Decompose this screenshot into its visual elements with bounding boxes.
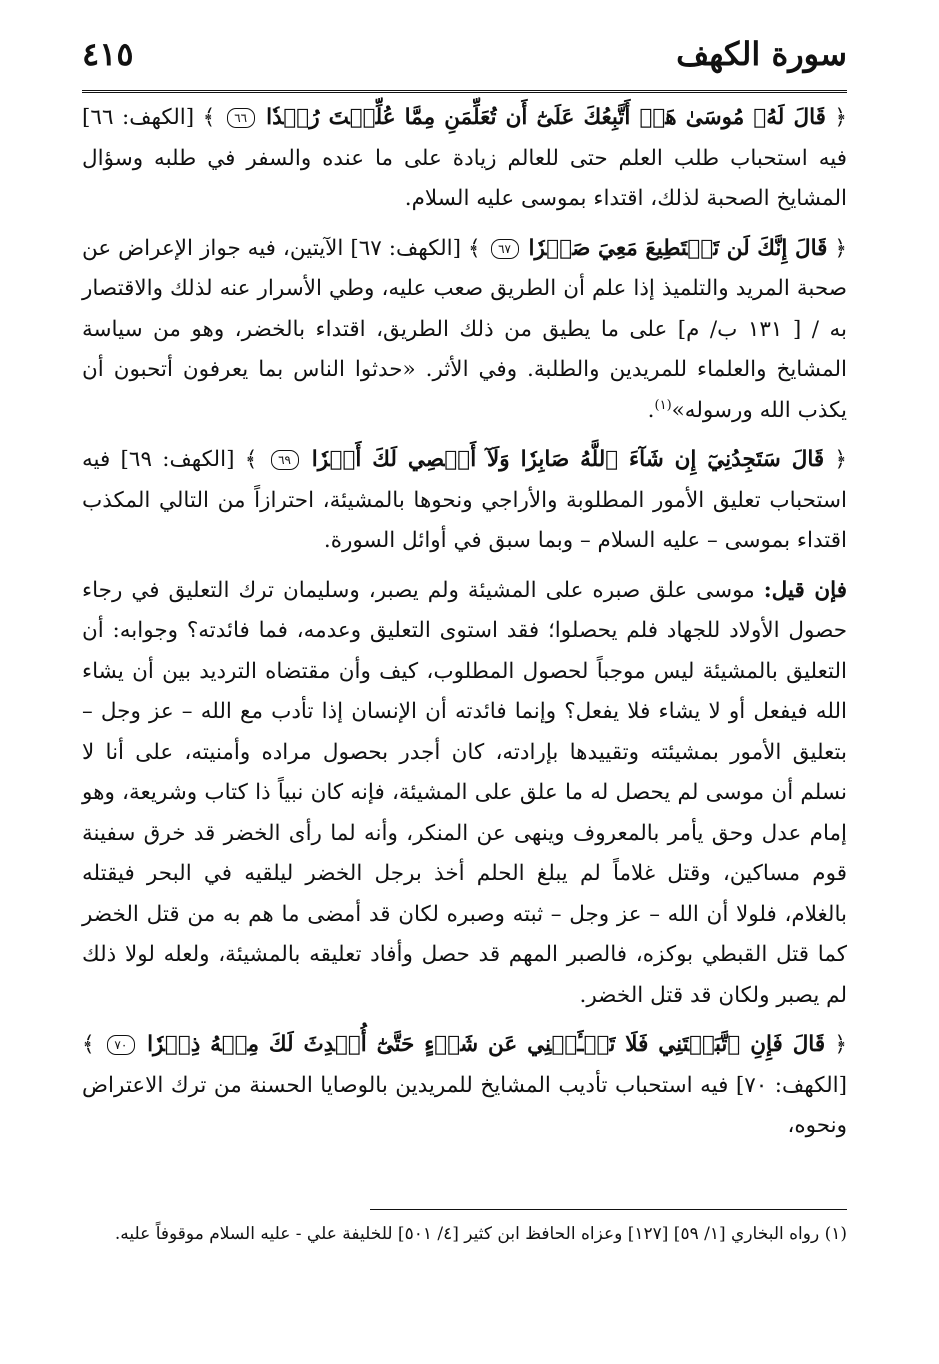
paragraph-ayah-66 (82, 98, 847, 220)
ayah-text: قَالَ إِنَّكَ لَن تَسۡتَطِيعَ مَعِيَ صَبۡرٗا (528, 235, 828, 261)
header-divider (82, 90, 847, 93)
paragraph-question (82, 571, 847, 1017)
ayah-close-bracket: ﴾ (202, 105, 216, 130)
ayah-number-marker: ٦٧ (491, 239, 519, 259)
paragraph-ayah-67 (82, 229, 847, 432)
ayah-close-bracket: ﴾ (244, 447, 258, 472)
footnote-divider (370, 1209, 847, 1210)
ayah-open-bracket: ﴿ (834, 447, 847, 472)
ayah-text: قَالَ فَإِنِ ٱتَّبَعۡتَنِي فَلَا تَسۡـَٔلۡنِي عَن شَيۡءٍ حَتَّىٰٓ أُحۡدِثَ لَكَ مِنۡهُ ذِكۡرٗا (147, 1032, 826, 1057)
ayah-text: قَالَ لَهُۥ مُوسَىٰ هَلۡ أَتَّبِعُكَ عَلَىٰٓ أَن تُعَلِّمَنِ مِمَّا عُلِّمۡتَ رُشۡدٗا (266, 105, 826, 130)
surah-title: سورة الكهف (676, 35, 847, 73)
commentary-text: [الكهف: ٦٩] فيه استحباب تعليق الأمور المطلوبة والأراجي ونحوها بالمشيئة، احترازاً من التالي المكذب اقتداء بموسى – عليه السلام – وبما سبق في أوائل السورة. (82, 447, 847, 553)
ayah-text: قَالَ سَتَجِدُنِيٓ إِن شَآءَ ٱللَّهُ صَابِرٗا وَلَآ أَعۡصِي لَكَ أَمۡرٗا (311, 447, 825, 472)
ayah-open-bracket: ﴿ (834, 105, 847, 130)
commentary-text-end: . (647, 397, 655, 423)
paragraph-ayah-70 (82, 1025, 847, 1147)
page-header (82, 28, 847, 90)
page-body (82, 98, 847, 1156)
question-lead: فإن قيل: (763, 577, 847, 603)
ayah-number-marker: ٦٦ (227, 108, 255, 128)
footnote-reference[interactable]: (١) (654, 397, 672, 413)
commentary-text: موسى علق صبره على المشيئة ولم يصبر، وسليمان ترك التعليق في رجاء حصول الأولاد للجهاد فلم يحصلوا؛ فقد استوى التعليق وعدمه، فما فائدته؟ وجوابه: أن التعليق بالمشيئة ليس موجباً لحصول المطلوب، كيف وأن مقتضاه الترديد بين أن يشاء الله فيفعل أو لا يشاء فلا يفعل؟ وإنما فائدته أن الإنسان إذا تأدب مع الله – عز وجل – بتعليق الأمور بمشيئته وتقييدها بإرادته، كان أجدر بحصول مراده وأمنيته، على أنا لا نسلم أن موسى لم يحصل له ما علق على المشيئة، فإنه كان نبياً ذا كتاب وشريعة، وهو إمام عدل وحق يأمر بالمعروف وينهى عن المنكر، وأنه لما رأى الخضر قد خرق سفينة قوم مساكين، وقتل غلاماً لم يبلغ الحلم أخذ برجل الخضر ليلقيه في البحر فيقتله بالغلام، فلولا أن الله – عز وجل – ثبته وصبره لكان قد أمضى ما هم به من قتل الخضر كما قتل القبطي بوكزه، فالصبر المهم قد حصل وأفاد تعليقه بالمشيئة، ولعله لولا ذلك لم يصبر ولكان قد قتل الخضر. (82, 577, 847, 1008)
ayah-open-bracket: ﴿ (834, 1032, 847, 1057)
footnote-1: (١) رواه البخاري [١/ ٥٩] [١٢٧] وعزاه الحافظ ابن كثير [٤/ ٥٠١] للخليفة علي - عليه السلام موقوفاً عليه. (114, 1224, 847, 1244)
page-number: ٤١٥ (82, 35, 134, 73)
ayah-close-bracket: ﴾ (467, 235, 481, 261)
ayah-number-marker: ٦٩ (271, 450, 299, 470)
paragraph-ayah-69 (82, 440, 847, 562)
commentary-text: [الكهف: ٧٠] فيه استحباب تأديب المشايخ للمريدين بالوصايا الحسنة من ترك الاعتراض ونحوه، (82, 1072, 848, 1138)
ayah-open-bracket: ﴿ (834, 235, 847, 261)
ayah-close-bracket: ﴾ (82, 1032, 95, 1057)
ayah-number-marker: ٧٠ (107, 1035, 135, 1055)
footnotes (82, 1218, 847, 1250)
commentary-text: [الكهف: ٦٧] الآيتين، فيه جواز الإعراض عن صحبة المريد والتلميذ إذا علم أن الطريق صعب عليه، وطي الأسرار عنه لذلك والاقتصار به / [ ١٣١ ب/ م] على ما يطيق من ذلك الطريق، اقتداء بالخضر، وهو من سياسة المشايخ والعلماء للمريدين والطلبة. وفي الأثر. «حدثوا الناس بما يعرفون أتحبون أن يكذب الله ورسوله» (82, 235, 847, 423)
commentary-text: [الكهف: ٦٦] فيه استحباب طلب العلم حتى للعالم زيادة على ما عنده والسفر في طلبه وسؤال المشايخ الصحبة لذلك، اقتداء بموسى عليه السلام. (82, 105, 847, 211)
